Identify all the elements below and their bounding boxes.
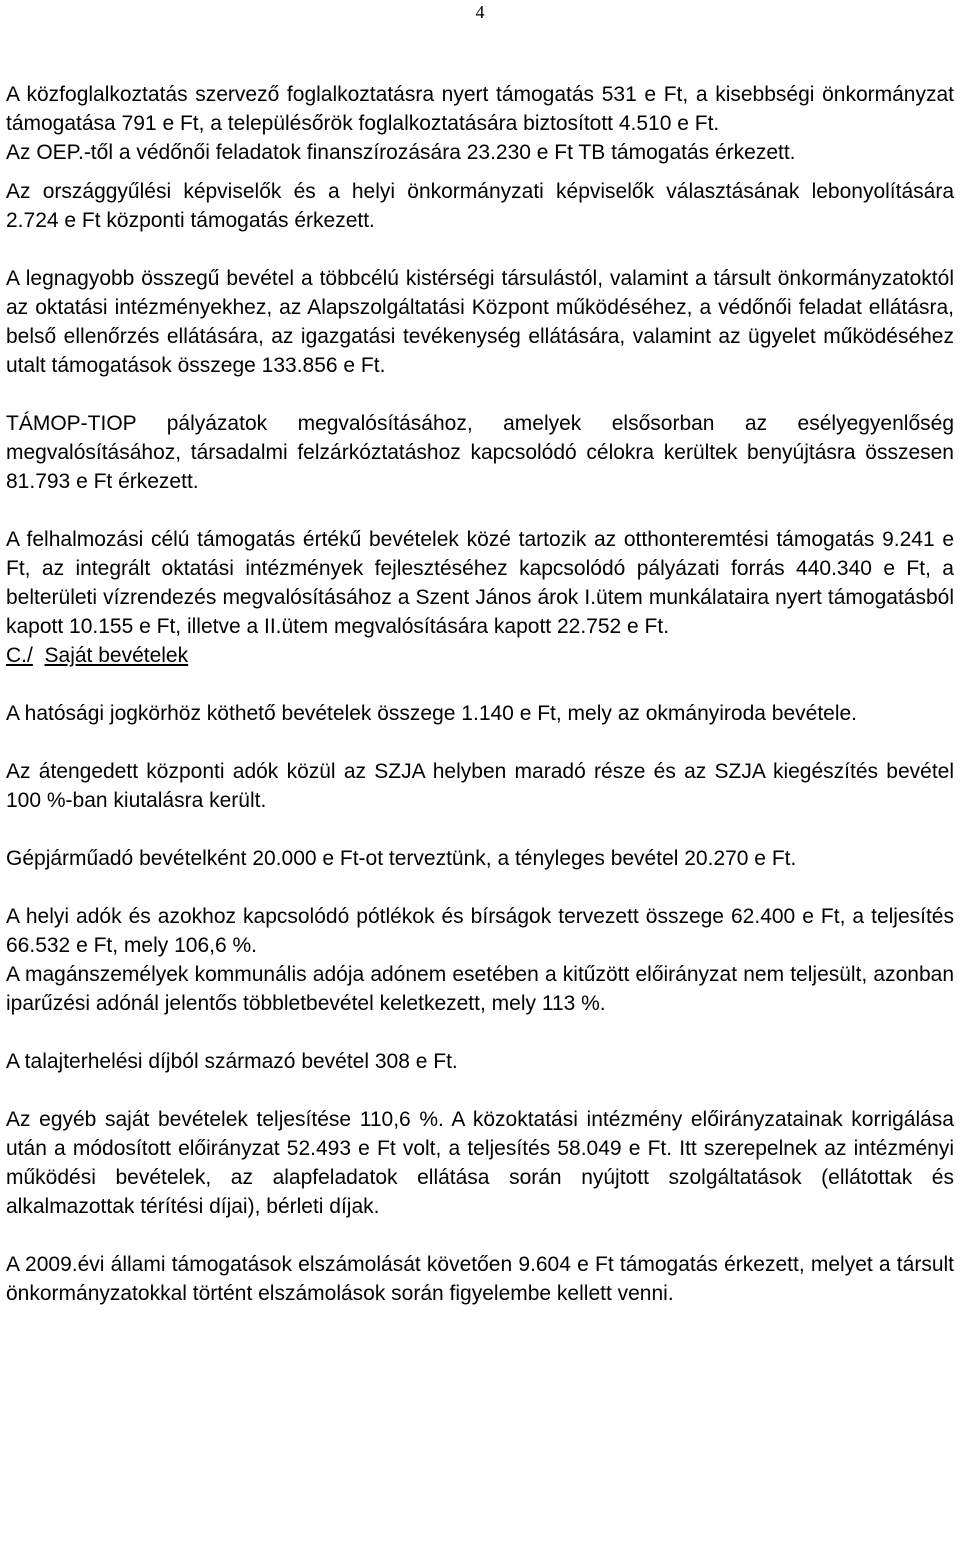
paragraph-valasztas: Az országgyűlési képviselők és a helyi önkormányzati képviselők választásának lebonyolítására 2.724 e Ft központi támogatás érkezett. — [6, 180, 954, 232]
paragraph-helyi-adok: A helyi adók és azokhoz kapcsolódó pótlékok és bírságok tervezett összege 62.400 e Ft, a teljesítés 66.532 e Ft, mely 106,6 %. — [6, 905, 954, 957]
paragraph-szja: Az átengedett központi adók közül az SZJA helyben maradó része és az SZJA kiegészítés bevétel 100 %-ban kiutalásra került. — [6, 760, 954, 812]
section-title: Saját bevételek — [44, 644, 189, 667]
paragraph-gepjarmu: Gépjárműadó bevételként 20.000 e Ft-ot terveztünk, a tényleges bevétel 20.270 e Ft. — [6, 847, 797, 870]
section-prefix: C./ — [6, 644, 33, 667]
paragraph-oep: Az OEP.-től a védőnői feladatok finanszírozására 23.230 e Ft TB támogatás érkezett. — [6, 141, 796, 164]
paragraph-hatosagi: A hatósági jogkörhöz köthető bevételek összege 1.140 e Ft, mely az okmányiroda bevétele. — [6, 702, 858, 725]
paragraph-talajterhelesi: A talajterhelési díjból származó bevétel 308 e Ft. — [6, 1050, 458, 1073]
section-heading-c — [6, 641, 954, 670]
paragraph-felhalmozasi: A felhalmozási célú támogatás értékű bevételek közé tartozik az otthonteremtési támogatás 9.241 e Ft, az integrált oktatási intézmények fejlesztéséhez kapcsolódó pályázati forrás 440.340 e Ft, a belterületi vízrendezés megvalósításához a Szent János árok I.ütem munkálataira nyert támogatásból kapott 10.155 e Ft, illetve a II.ütem megvalósítására kapott 22.752 e Ft. — [6, 528, 954, 638]
page-number: 4 — [475, 2, 485, 22]
paragraph-tobbcelu: A legnagyobb összegű bevétel a többcélú kistérségi társulástól, valamint a társult önkormányzatoktól az oktatási intézményekhez, az Alapszolgáltatási Központ működéséhez, a védőnői feladat ellátásra, belső ellenőrzés ellátására, az igazgatási tevékenység ellátására, valamint az ügyelet működéséhez utalt támogatások összege 133.856 e Ft. — [6, 267, 954, 377]
document-body — [6, 80, 954, 1308]
paragraph-tamop: TÁMOP-TIOP pályázatok megvalósításához, amelyek elsősorban az esélyegyenlőség megvalósításához, társadalmi felzárkóztatáshoz kapcsolódó célokra kerültek benyújtásra összesen 81.793 e Ft érkezett. — [6, 412, 954, 493]
paragraph-kommunalis: A magánszemélyek kommunális adója adónem esetében a kitűzött előirányzat nem teljesült, azonban iparűzési adónál jelentős többletbevétel keletkezett, mely 113 %. — [6, 963, 954, 1015]
paragraph-kozfoglalkoztatas: A közfoglalkoztatás szervező foglalkoztatásra nyert támogatás 531 e Ft, a kisebbségi önkormányzat támogatása 791 e Ft, a településőrök foglalkoztatására biztosított 4.510 e Ft. — [6, 83, 954, 135]
paragraph-egyeb-sajat: Az egyéb saját bevételek teljesítése 110,6 %. A közoktatási intézmény előirányzatainak korrigálása után a módosított előirányzat 52.493 e Ft volt, a teljesítés 58.049 e Ft. Itt szerepelnek az intézményi működési bevételek, az alapfeladatok ellátása során nyújtott szolgáltatások (ellátottak és alkalmazottak térítési díjai), bérleti díjak. — [6, 1108, 954, 1218]
paragraph-allami-2009: A 2009.évi állami támogatások elszámolását követően 9.604 e Ft támogatás érkezett, melyet a társult önkormányzatokkal történt elszámolások során figyelembe kellett venni. — [6, 1253, 954, 1305]
